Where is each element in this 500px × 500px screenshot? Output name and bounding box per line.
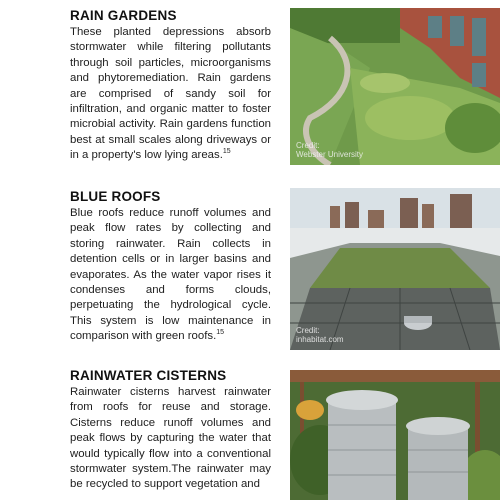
rainwater-cisterns-section (70, 368, 271, 493)
cistern-photo (290, 370, 500, 500)
blue-roofs-body (70, 206, 271, 345)
footnote-ref: 15 (222, 148, 231, 156)
photo-credit: Credit: Webster University (296, 141, 363, 159)
rain-gardens-section (70, 8, 271, 164)
rain-garden-photo (290, 8, 500, 165)
rainwater-cisterns-heading: RAINWATER CISTERNS (70, 368, 227, 383)
rain-gardens-heading: RAIN GARDENS (70, 8, 177, 23)
blue-roofs-heading: BLUE ROOFS (70, 189, 161, 204)
blue-roofs-text: Blue roofs reduce runoff volumes and peak flow rates by collecting and storing rainwater. Rain collects in detention cells or in larger basins and evaporates. As the water vapor rises it condenses and forms clouds, perpetuating the hydrological cycle. This system is low maintenance in comparison with green roofs. (70, 207, 271, 343)
cistern-illustration (290, 370, 500, 500)
footnote-ref: 15 (216, 329, 225, 337)
rain-gardens-body (70, 25, 271, 164)
photo-credit: Credit: inhabitat.com (296, 326, 344, 344)
blue-roofs-section (70, 189, 271, 345)
rainwater-cisterns-body: Rainwater cisterns harvest rainwater from roofs for reuse and storage. Cisterns reduce runoff volumes and peak flows by capturing the water that would typically flow into a conventional stormwater system.The rainwater may be recycled to support vegetation and (70, 386, 271, 491)
rain-gardens-text: These planted depressions absorb stormwater while filtering pollutants through soil particles, microorganisms and phytoremediation. Rain gardens are comprised of sandy soil for infiltration, and organic matter to foster microbial activity. Rain gardens function best at small scales along driveways or in a property's low lying areas. (70, 26, 271, 162)
blue-roof-photo (290, 188, 500, 350)
